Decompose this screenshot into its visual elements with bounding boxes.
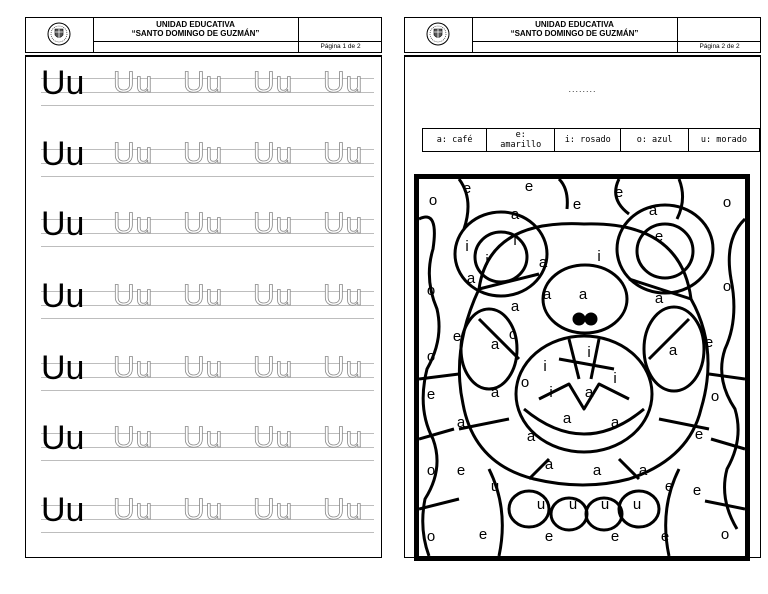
region-letter: i (485, 252, 489, 269)
school-title (93, 18, 298, 42)
pageno-top (299, 18, 382, 42)
region-letter: e (692, 482, 702, 499)
legend-cell: i: rosado (555, 129, 621, 152)
model-letter: Uu (41, 349, 85, 387)
trace-letter[interactable]: Uu (113, 66, 154, 99)
tracing-area (25, 55, 382, 558)
region-letter: o (720, 526, 730, 543)
trace-letter[interactable]: Uu (183, 66, 224, 99)
page-number: Página 2 de 2 (699, 43, 740, 50)
pageno-top (678, 18, 761, 42)
worksheet-page-1 (25, 17, 382, 555)
model-letter: Uu (41, 135, 85, 173)
region-letter: i (543, 358, 547, 375)
region-letter: a (668, 342, 678, 359)
coloring-area (404, 55, 761, 558)
pageno-cell (677, 18, 761, 52)
trace-letter[interactable]: Uu (323, 279, 364, 312)
legend-row (423, 129, 760, 152)
region-letter: i (513, 232, 517, 249)
region-letter: a (610, 414, 620, 431)
tracing-row (41, 491, 374, 535)
region-letter: e (524, 179, 534, 195)
pageno-cell (298, 18, 382, 52)
region-letter: a (542, 286, 552, 303)
trace-letter[interactable]: Uu (113, 137, 154, 170)
legend-cell: o: azul (621, 129, 689, 152)
region-letter: o (722, 194, 732, 211)
region-letter: e (462, 180, 472, 197)
region-letter: a (526, 428, 536, 445)
worksheet-page-2 (404, 17, 761, 555)
region-letter: e (704, 334, 714, 351)
trace-letter[interactable]: Uu (253, 137, 294, 170)
guide-line (41, 176, 374, 177)
school-crest-icon (426, 22, 450, 46)
region-letter: e (610, 528, 620, 545)
trace-letter[interactable]: Uu (253, 351, 294, 384)
region-letter: a (648, 202, 658, 219)
trace-letter[interactable]: Uu (113, 351, 154, 384)
model-letter: Uu (41, 419, 85, 457)
region-letter: a (544, 456, 554, 473)
model-letter: Uu (41, 277, 85, 315)
region-letter: a (638, 462, 648, 479)
region-letter: e (456, 462, 466, 479)
tracing-row (41, 277, 374, 321)
region-letter: u (536, 496, 546, 513)
trace-letter[interactable]: Uu (113, 493, 154, 526)
coloring-picture (414, 174, 750, 561)
region-letter: i (549, 384, 553, 401)
region-letter: o (520, 374, 530, 391)
tracing-row (41, 205, 374, 249)
region-letter: e (478, 526, 488, 543)
legend-cell: a: café (423, 129, 487, 152)
region-letter: o (426, 282, 436, 299)
blank-cell (93, 42, 298, 52)
guide-line (41, 460, 374, 461)
school-crest-icon (47, 22, 71, 46)
trace-letter[interactable]: Uu (183, 207, 224, 240)
model-letter: Uu (41, 64, 85, 102)
trace-letter[interactable]: Uu (183, 279, 224, 312)
region-letter: a (654, 290, 664, 307)
region-letter: a (490, 336, 500, 353)
region-letter: i (587, 344, 591, 361)
tracing-row (41, 64, 374, 108)
legend-cell: u: morado (688, 129, 759, 152)
trace-letter[interactable]: Uu (183, 493, 224, 526)
trace-letter[interactable]: Uu (253, 66, 294, 99)
trace-letter[interactable]: Uu (253, 421, 294, 454)
region-letter: e (614, 184, 624, 201)
region-letter: o (508, 326, 518, 343)
region-letter: e (572, 196, 582, 213)
region-letter: u (568, 496, 578, 513)
bear-coloring-drawing (419, 179, 745, 556)
trace-letter[interactable]: Uu (253, 279, 294, 312)
page-number: Página 1 de 2 (320, 43, 361, 50)
guide-line (41, 105, 374, 106)
blank-cell (472, 42, 677, 52)
region-letter: a (578, 286, 588, 303)
trace-letter[interactable]: Uu (323, 421, 364, 454)
region-letter: e (660, 528, 670, 545)
trace-letter[interactable]: Uu (113, 279, 154, 312)
guide-line (41, 532, 374, 533)
page-header (25, 17, 382, 53)
region-letter: a (466, 270, 476, 287)
region-letter: o (426, 348, 436, 365)
school-line-2: “SANTO DOMINGO DE GUZMÁN” (131, 28, 260, 38)
trace-letter[interactable]: Uu (253, 493, 294, 526)
trace-letter[interactable]: Uu (113, 421, 154, 454)
region-letter: u (600, 496, 610, 513)
tracing-row (41, 419, 374, 463)
color-legend (422, 128, 760, 152)
region-letter: e (426, 386, 436, 403)
model-letter: Uu (41, 491, 85, 529)
region-letter: e (694, 426, 704, 443)
region-letter: i (613, 370, 617, 387)
region-letter: a (562, 410, 572, 427)
trace-letter[interactable]: Uu (323, 66, 364, 99)
trace-letter[interactable]: Uu (323, 351, 364, 384)
region-letter: a (456, 414, 466, 431)
region-letter: o (722, 278, 732, 295)
guide-line (41, 246, 374, 247)
region-letter: e (544, 528, 554, 545)
school-line-1: UNIDAD EDUCATIVA (535, 20, 614, 29)
region-letter: o (710, 388, 720, 405)
region-letter: o (428, 192, 438, 209)
trace-letter[interactable]: Uu (323, 493, 364, 526)
trace-letter[interactable]: Uu (323, 137, 364, 170)
tracing-row (41, 135, 374, 179)
region-letter: o (426, 462, 436, 479)
region-letter: u (490, 478, 500, 495)
school-line-2: “SANTO DOMINGO DE GUZMÁN” (510, 28, 639, 38)
trace-letter[interactable]: Uu (183, 421, 224, 454)
logo-cell (26, 18, 94, 52)
model-letter: Uu (41, 205, 85, 243)
region-letter: u (632, 496, 642, 513)
region-letter: a (490, 384, 500, 401)
trace-letter[interactable]: Uu (253, 207, 294, 240)
legend-cell: e: amarillo (487, 129, 555, 152)
logo-cell (405, 18, 473, 52)
region-letter: e (654, 228, 664, 245)
trace-letter[interactable]: Uu (183, 137, 224, 170)
trace-letter[interactable]: Uu (183, 351, 224, 384)
name-dots: ........ (568, 84, 597, 94)
region-letter: i (597, 248, 601, 265)
tracing-row (41, 349, 374, 393)
region-letter: e (664, 478, 674, 495)
region-letter: a (510, 298, 520, 315)
trace-letter[interactable]: Uu (113, 207, 154, 240)
region-letter: a (538, 254, 548, 271)
region-letter: e (452, 328, 462, 345)
school-line-1: UNIDAD EDUCATIVA (156, 20, 235, 29)
guide-line (41, 318, 374, 319)
page-header (404, 17, 761, 53)
region-letter: a (584, 384, 594, 401)
school-title (472, 18, 677, 42)
region-letter: a (510, 206, 520, 223)
region-letter: a (592, 462, 602, 479)
guide-line (41, 390, 374, 391)
trace-letter[interactable]: Uu (323, 207, 364, 240)
region-letter: o (426, 528, 436, 545)
region-letter: i (465, 238, 469, 255)
